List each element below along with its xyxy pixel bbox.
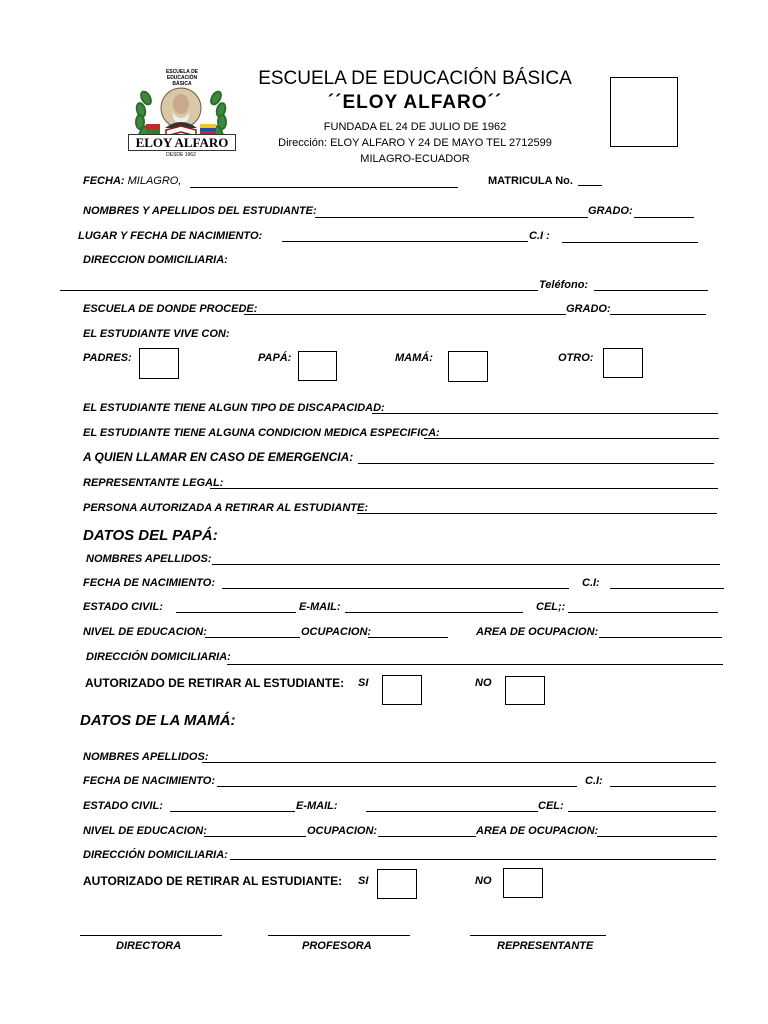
representante-legal-label: REPRESENTANTE LEGAL: xyxy=(83,477,224,489)
mama-direccion-field[interactable] xyxy=(230,859,716,860)
papa-ci-label: C.I: xyxy=(582,577,600,589)
vive-con-label: EL ESTUDIANTE VIVE CON: xyxy=(83,328,230,340)
mama-autorizado-label: AUTORIZADO DE RETIRAR AL ESTUDIANTE: xyxy=(83,874,343,888)
otro-label: OTRO: xyxy=(558,352,594,364)
mama-ci-label: C.I: xyxy=(585,775,603,787)
papa-nombres-field[interactable] xyxy=(212,564,720,565)
persona-autorizada-label: PERSONA AUTORIZADA A RETIRAR AL ESTUDIANTE: xyxy=(83,502,368,514)
fecha-value: MILAGRO, xyxy=(127,175,182,187)
representante-label: REPRESENTANTE xyxy=(497,940,594,952)
fecha-label: FECHA: xyxy=(83,175,125,187)
papa-cel-field[interactable] xyxy=(568,612,718,613)
ci-estudiante-label: C.I : xyxy=(529,230,550,242)
mama-section-title: DATOS DE LA MAMÁ: xyxy=(80,712,236,729)
mama-nombres-field[interactable] xyxy=(202,762,716,763)
mama-checkbox[interactable] xyxy=(448,351,488,382)
representante-signature-line[interactable] xyxy=(470,935,606,936)
fecha-field[interactable] xyxy=(190,187,458,188)
escuela-procede-field[interactable] xyxy=(244,314,566,315)
discapacidad-field[interactable] xyxy=(372,413,718,414)
grado2-label: GRADO: xyxy=(566,303,611,315)
papa-fecha-nac-label: FECHA DE NACIMIENTO: xyxy=(83,577,215,589)
papa-area-ocupacion-label: AREA DE OCUPACION: xyxy=(476,626,599,638)
logo-since: DESDE 1962 xyxy=(166,152,196,158)
matricula-label: MATRICULA No. xyxy=(488,175,573,187)
founded-line: FUNDADA EL 24 DE JULIO DE 1962 xyxy=(323,121,507,133)
papa-fecha-nac-field[interactable] xyxy=(222,588,569,589)
city-line: MILAGRO-ECUADOR xyxy=(360,153,470,165)
papa-section-title: DATOS DEL PAPÁ: xyxy=(83,527,218,544)
telefono-label: Teléfono: xyxy=(539,279,589,291)
mama-nombres-label: NOMBRES APELLIDOS: xyxy=(83,751,209,763)
papa-no-checkbox[interactable] xyxy=(505,676,545,705)
lugar-fecha-nac-label: LUGAR Y FECHA DE NACIMIENTO: xyxy=(78,230,263,242)
representante-legal-field[interactable] xyxy=(210,488,718,489)
otro-checkbox[interactable] xyxy=(603,348,643,378)
profesora-signature-line[interactable] xyxy=(268,935,410,936)
grado-label: GRADO: xyxy=(588,205,633,217)
telefono-field[interactable] xyxy=(594,290,708,291)
directora-signature-line[interactable] xyxy=(80,935,222,936)
profesora-label: PROFESORA xyxy=(302,940,372,952)
mama-fecha-nac-label: FECHA DE NACIMIENTO: xyxy=(83,775,215,787)
papa-autorizado-label: AUTORIZADO DE RETIRAR AL ESTUDIANTE: xyxy=(85,676,345,690)
mama-cel-field[interactable] xyxy=(568,811,716,812)
mama-estado-civil-field[interactable] xyxy=(170,811,295,812)
papa-nivel-educacion-label: NIVEL DE EDUCACION: xyxy=(83,626,207,638)
padres-label: PADRES: xyxy=(83,352,132,364)
papa-nivel-educacion-field[interactable] xyxy=(205,637,300,638)
grado2-field[interactable] xyxy=(610,314,706,315)
mama-no-checkbox[interactable] xyxy=(503,868,543,898)
mama-area-ocupacion-label: AREA DE OCUPACION: xyxy=(476,825,599,837)
papa-ocupacion-label: OCUPACION: xyxy=(301,626,372,638)
mama-cel-label: CEL: xyxy=(538,800,564,812)
mama-direccion-label: DIRECCIÓN DOMICILIARIA: xyxy=(83,849,228,861)
condicion-medica-field[interactable] xyxy=(424,438,719,439)
nombres-estudiante-label: NOMBRES Y APELLIDOS DEL ESTUDIANTE: xyxy=(83,205,317,217)
grado-field[interactable] xyxy=(634,217,694,218)
mama-si-label: SI xyxy=(358,875,369,887)
mama-nivel-educacion-field[interactable] xyxy=(204,836,306,837)
mama-estado-civil-label: ESTADO CIVIL: xyxy=(83,800,163,812)
photo-box[interactable] xyxy=(610,77,678,147)
address-line: Dirección: ELOY ALFARO Y 24 DE MAYO TEL 2712599 xyxy=(278,137,552,149)
papa-direccion-label: DIRECCIÓN DOMICILIARIA: xyxy=(86,651,231,663)
papa-ci-field[interactable] xyxy=(610,588,724,589)
papa-no-label: NO xyxy=(475,677,492,689)
school-logo xyxy=(122,68,240,160)
padres-checkbox[interactable] xyxy=(139,348,179,379)
papa-nombres-label: NOMBRES APELLIDOS: xyxy=(86,553,212,565)
papa-label: PAPÁ: xyxy=(258,352,292,364)
mama-no-label: NO xyxy=(475,875,492,887)
mama-fecha-nac-field[interactable] xyxy=(217,786,577,787)
papa-checkbox[interactable] xyxy=(298,351,337,381)
papa-si-checkbox[interactable] xyxy=(382,675,422,705)
papa-si-label: SI xyxy=(358,677,369,689)
mama-ocupacion-label: OCUPACION: xyxy=(307,825,378,837)
escuela-procede-label: ESCUELA DE DONDE PROCEDE: xyxy=(83,303,258,315)
school-name: ´´ELOY ALFARO´´ xyxy=(327,92,503,113)
papa-email-label: E-MAIL: xyxy=(299,601,341,613)
persona-autorizada-field[interactable] xyxy=(357,513,717,514)
ci-estudiante-field[interactable] xyxy=(562,242,698,243)
school-line: ESCUELA DE EDUCACIÓN BÁSICA xyxy=(258,68,572,89)
mama-ocupacion-field[interactable] xyxy=(378,836,476,837)
papa-ocupacion-field[interactable] xyxy=(368,637,448,638)
papa-direccion-field[interactable] xyxy=(227,664,723,665)
mama-nivel-educacion-label: NIVEL DE EDUCACION: xyxy=(83,825,207,837)
mama-email-field[interactable] xyxy=(366,811,538,812)
logo-name: ELOY ALFARO xyxy=(128,134,236,151)
papa-email-field[interactable] xyxy=(345,612,523,613)
papa-estado-civil-label: ESTADO CIVIL: xyxy=(83,601,163,613)
nombres-estudiante-field[interactable] xyxy=(315,217,588,218)
mama-si-checkbox[interactable] xyxy=(377,869,417,899)
mama-label: MAMÁ: xyxy=(395,352,433,364)
directora-label: DIRECTORA xyxy=(116,940,182,952)
papa-estado-civil-field[interactable] xyxy=(176,612,296,613)
papa-area-ocupacion-field[interactable] xyxy=(599,637,722,638)
discapacidad-label: EL ESTUDIANTE TIENE ALGUN TIPO DE DISCAPACIDAD: xyxy=(83,402,385,414)
mama-email-label: E-MAIL: xyxy=(296,800,338,812)
direccion-field[interactable] xyxy=(60,290,538,291)
lugar-fecha-nac-field[interactable] xyxy=(282,241,528,242)
matricula-field[interactable] xyxy=(578,185,602,186)
mama-ci-field[interactable] xyxy=(610,786,716,787)
papa-cel-label: CEL;: xyxy=(536,601,566,613)
logo-top-text: ESCUELA DE EDUCACIÓN BÁSICA xyxy=(165,69,199,87)
direccion-label: DIRECCION DOMICILIARIA: xyxy=(83,254,228,266)
mama-area-ocupacion-field[interactable] xyxy=(597,836,717,837)
emergencia-field[interactable] xyxy=(358,463,714,464)
emergencia-label: A QUIEN LLAMAR EN CASO DE EMERGENCIA: xyxy=(83,450,354,464)
condicion-medica-label: EL ESTUDIANTE TIENE ALGUNA CONDICION MEDICA ESPECIFICA: xyxy=(83,427,440,439)
